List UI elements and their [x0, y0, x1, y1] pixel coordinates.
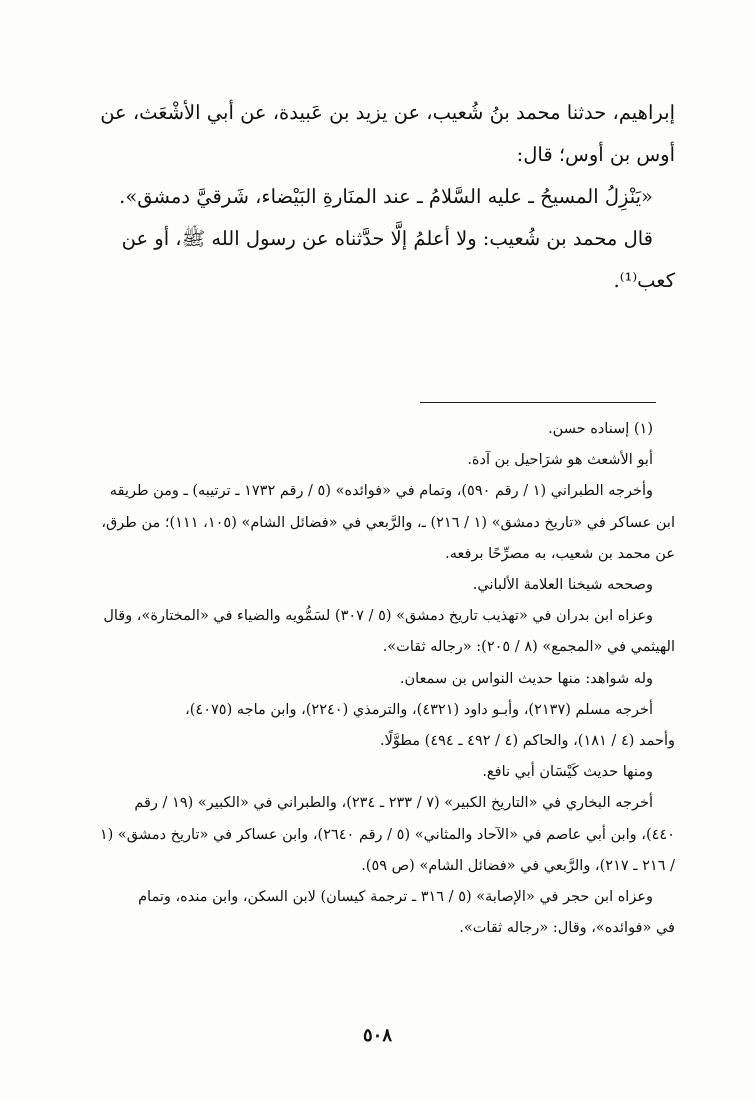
page-number: ٥٠٨: [362, 1025, 392, 1046]
footnote-line: أبو الأشعث هو شرَاحيل بن آدة.: [467, 452, 653, 469]
footnote-line: أخرجه مسلم (٢١٣٧)، وأبـو داود (٤٣٢١)، والترمذي (٢٢٤٠)، وابن ماجه (٤٠٧٥)،: [185, 701, 653, 718]
footnote-line: وعزاه ابن حجر في «الإصابة» (٥ / ٣١٦ ـ ترجمة كيسان) لابن السكن، وابن منده، وتمام: [138, 889, 653, 906]
main-text-line: أوس بن أوس؛ قال:: [516, 143, 675, 166]
footnote-line: وأحمد (٤ / ١٨١)، والحاكم (٤ / ٤٩٢ ـ ٤٩٤) مطوَّلًا.: [380, 733, 675, 750]
main-text-line: قال محمد بن شُعيب: ولا أعلمُ إلَّا حدَّثناه عن رسول الله ﷺ، أو عن: [121, 227, 653, 250]
footnote-line: أخرجه البخاري في «التاريخ الكبير» (٧ / ٢٣٣ ـ ٢٣٤)، والطبراني في «الكبير» (١٩ / رقم: [134, 795, 653, 812]
footnote-line: وصححه شيخنا العلامة الألباني.: [472, 577, 653, 594]
footnote-line: وعزاه ابن بدران في «تهذيب تاريخ دمشق» (٥ / ٣٠٧) لسَمُّويه والضياء في «المختارة»، وقال: [103, 608, 653, 625]
main-text-line: كعب⁽¹⁾.: [613, 269, 675, 292]
footnote-line: ابن عساكر في «تاريخ دمشق» (١ / ٢١٦) ـ، والرَّبعي في «فضائل الشام» (١٠٥، ١١١)؛ من طرق،: [101, 514, 675, 531]
footnote-line: وله شواهد: منها حديث النواس بن سمعان.: [399, 670, 653, 687]
footnotes: [80, 414, 675, 944]
footnote-separator: [420, 402, 656, 403]
footnote-line: (١) إسناده حسن.: [548, 421, 653, 437]
footnote-line: ومنها حديث كَيْسَان أبي نافع.: [482, 764, 653, 781]
footnote-line: عن محمد بن شعيب، به مصرِّحًا برفعه.: [445, 545, 675, 562]
footnote-line: وأخرجه الطبراني (١ / رقم ٥٩٠)، وتمام في «فوائده» (٥ / رقم ١٧٣٢ ـ ترتيبه) ـ ومن طريقه: [109, 483, 653, 500]
main-text-line: «يَنْزِلُ المسيحُ ـ عليه السَّلامُ ـ عند المنَارةِ البَيْضاء، شَرقيَّ دمشق».: [119, 185, 653, 208]
footnote-line: ٤٤٠)، وابن أبي عاصم في «الآحاد والمثاني» (٥ / رقم ٢٦٤٠)، وابن عساكر في «تاريخ دمشق» (١: [99, 826, 675, 843]
footnote-line: / ٢١٦ ـ ٢١٧)، والرَّبعي في «فضائل الشام» (ص ٥٩).: [361, 857, 675, 874]
main-text: [80, 92, 675, 302]
footnote-line: في «فوائده»، وقال: «رجاله ثقات».: [459, 920, 675, 937]
main-text-line: إبراهيم، حدثنا محمد بنُ شُعيب، عن يزيد بن عَبيدة، عن أبي الأشْعَث، عن: [100, 101, 675, 124]
footnote-line: الهيثمي في «المجمع» (٨ / ٢٠٥): «رجاله ثقات».: [382, 639, 675, 656]
